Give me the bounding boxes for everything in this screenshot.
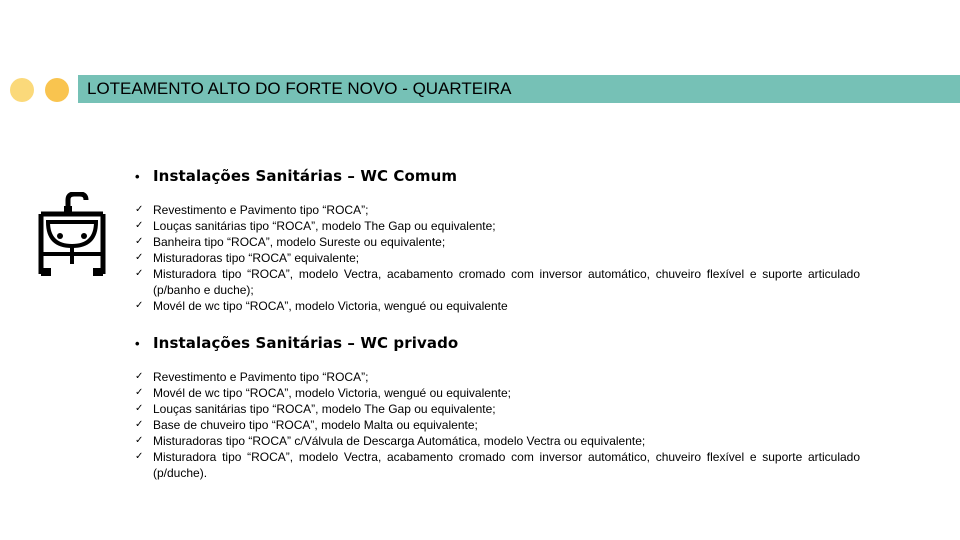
list-item (135, 250, 860, 266)
list-item-text: Movél de wc tipo “ROCA”, modelo Victoria, wengué ou equivalente (153, 299, 508, 313)
list-item-text: Louças sanitárias tipo “ROCA”, modelo The Gap ou equivalente; (153, 219, 496, 233)
list-item-text: Revestimento e Pavimento tipo “ROCA”; (153, 203, 369, 217)
bullet-icon: • (135, 335, 140, 351)
title-bar (78, 75, 960, 103)
list-item-text: Base de chuveiro tipo “ROCA”, modelo Malta ou equivalente; (153, 418, 478, 432)
list-item (135, 298, 860, 314)
check-icon: ✓ (135, 300, 144, 311)
check-icon: ✓ (135, 419, 144, 430)
decor-dot-dark (45, 78, 69, 102)
decor-dot-light (10, 78, 34, 102)
check-icon: ✓ (135, 371, 144, 382)
list-item (135, 433, 860, 449)
list-item-text: Misturadora tipo “ROCA”, modelo Vectra, acabamento cromado com inversor automático, chuveiro flexível e suporte articulado (p/duche). (153, 450, 860, 480)
list-item (135, 266, 860, 298)
check-icon: ✓ (135, 403, 144, 414)
item-list (135, 369, 860, 481)
item-list (135, 202, 860, 314)
check-icon: ✓ (135, 451, 144, 462)
list-item (135, 234, 860, 250)
section-wc-privado (135, 333, 860, 481)
check-icon: ✓ (135, 387, 144, 398)
list-item-text: Banheira tipo “ROCA”, modelo Sureste ou equivalente; (153, 235, 446, 249)
list-item-text: Misturadora tipo “ROCA”, modelo Vectra, acabamento cromado com inversor automático, chuveiro flexível e suporte articulado (p/banho e duche); (153, 267, 860, 297)
list-item (135, 449, 860, 481)
check-icon: ✓ (135, 435, 144, 446)
check-icon: ✓ (135, 268, 144, 279)
check-icon: ✓ (135, 204, 144, 215)
list-item (135, 385, 860, 401)
section-wc-comum (135, 166, 860, 314)
list-item-text: Louças sanitárias tipo “ROCA”, modelo The Gap ou equivalente; (153, 402, 496, 416)
bathroom-sink-cabinet-icon (38, 192, 106, 276)
section-heading (135, 333, 860, 353)
page-title: LOTEAMENTO ALTO DO FORTE NOVO - QUARTEIRA (87, 79, 512, 98)
list-item (135, 218, 860, 234)
list-item (135, 369, 860, 385)
list-item (135, 417, 860, 433)
section-heading-text: Instalações Sanitárias – WC privado (153, 334, 459, 352)
check-icon: ✓ (135, 252, 144, 263)
section-heading (135, 166, 860, 186)
list-item (135, 401, 860, 417)
list-item-text: Misturadoras tipo “ROCA” c/Válvula de Descarga Automática, modelo Vectra ou equivalente; (153, 434, 646, 448)
check-icon: ✓ (135, 236, 144, 247)
list-item-text: Misturadoras tipo “ROCA” equivalente; (153, 251, 360, 265)
bullet-icon: • (135, 168, 140, 184)
list-item (135, 202, 860, 218)
list-item-text: Revestimento e Pavimento tipo “ROCA”; (153, 370, 369, 384)
check-icon: ✓ (135, 220, 144, 231)
list-item-text: Movél de wc tipo “ROCA”, modelo Victoria, wengué ou equivalente; (153, 386, 511, 400)
section-heading-text: Instalações Sanitárias – WC Comum (153, 167, 458, 185)
